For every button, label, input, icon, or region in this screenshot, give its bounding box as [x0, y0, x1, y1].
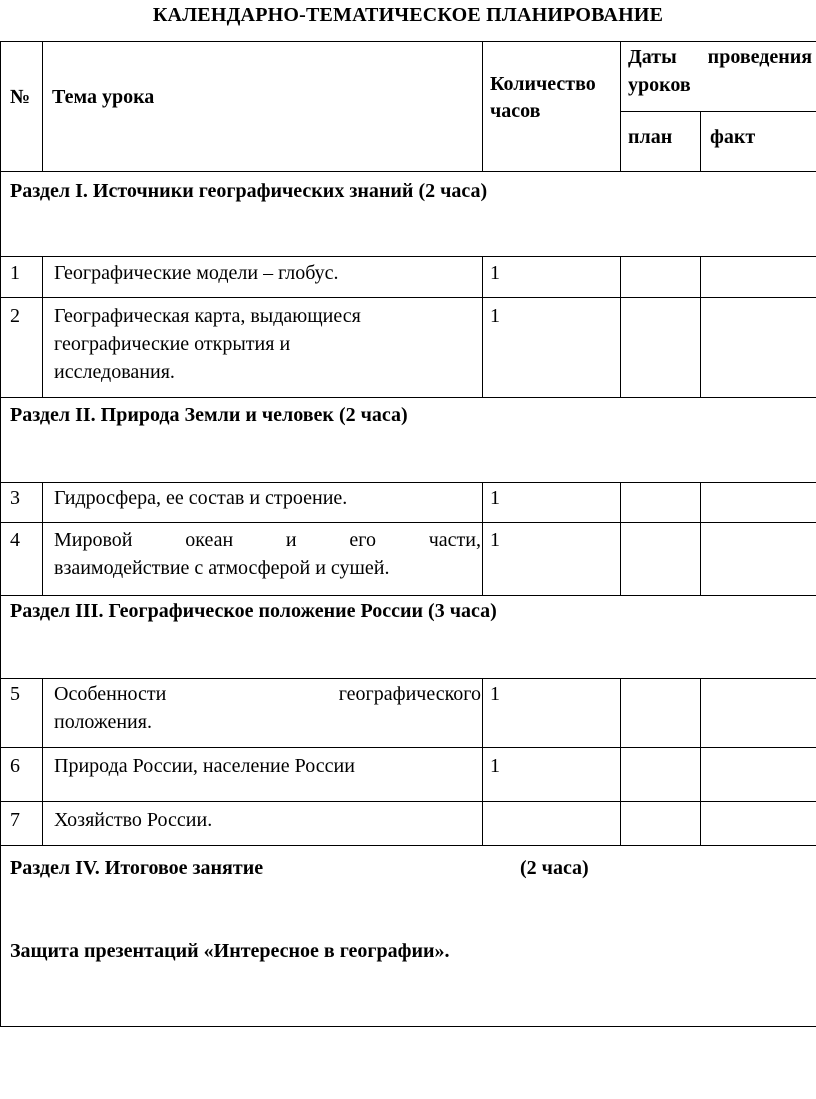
row-num: 1: [10, 262, 20, 284]
header-num: №: [10, 86, 31, 108]
row-line: [0, 297, 816, 298]
header-bottom-line: [0, 171, 816, 172]
col-line-plan: [700, 111, 701, 172]
row-hours: 1: [490, 529, 500, 551]
col-line-num: [42, 41, 43, 172]
section-title: Раздел I. Источники географических знаний (2 часа): [10, 180, 488, 202]
header-hours-line1: Количество: [490, 73, 596, 95]
col-line-topic: [482, 482, 483, 596]
row-topic: исследования.: [54, 361, 175, 383]
section-title: Раздел III. Географическое положение России (3 часа): [10, 600, 497, 622]
row-topic: Мировой океан и его части,: [54, 529, 481, 551]
row-num: 3: [10, 487, 20, 509]
row-line: [0, 522, 816, 523]
row-line: [0, 397, 816, 398]
row-line: [0, 801, 816, 802]
row-topic: взаимодействие с атмосферой и сушей.: [54, 557, 390, 579]
row-line: [0, 482, 816, 483]
col-line-plan: [700, 678, 701, 846]
col-line-num: [42, 678, 43, 846]
col-line-plan: [700, 482, 701, 596]
dates-subheader-line: [620, 111, 816, 112]
col-line-plan: [700, 256, 701, 398]
section-title: Раздел IV. Итоговое занятие: [10, 857, 264, 879]
row-topic: Географические модели – глобус.: [54, 262, 339, 284]
col-line-hours: [620, 41, 621, 172]
table-border-left: [0, 41, 1, 1027]
row-num: 2: [10, 305, 20, 327]
row-topic: Географическая карта, выдающиеся: [54, 305, 361, 327]
row-line: [0, 595, 816, 596]
row-topic: Гидросфера, ее состав и строение.: [54, 487, 348, 509]
header-fact: факт: [710, 126, 756, 148]
row-topic: географические открытия и: [54, 333, 291, 355]
row-line: [0, 747, 816, 748]
row-hours: 1: [490, 305, 500, 327]
section-hours: (2 часа): [520, 857, 589, 879]
col-line-topic: [482, 256, 483, 398]
row-line: [0, 678, 816, 679]
col-line-hours: [620, 678, 621, 846]
col-line-hours: [620, 482, 621, 596]
header-topic: Тема урока: [52, 86, 155, 108]
page-title: КАЛЕНДАРНО-ТЕМАТИЧЕСКОЕ ПЛАНИРОВАНИЕ: [152, 4, 664, 26]
row-hours: 1: [490, 683, 500, 705]
section-title: Раздел II. Природа Земли и человек (2 часа): [10, 404, 408, 426]
header-hours-line2: часов: [490, 100, 541, 122]
table-border-top: [0, 41, 816, 42]
header-plan: план: [628, 126, 673, 148]
row-num: 7: [10, 809, 20, 831]
row-hours: 1: [490, 755, 500, 777]
table-border-bottom: [0, 1026, 816, 1027]
row-line: [0, 256, 816, 257]
row-line: [0, 845, 816, 846]
row-num: 4: [10, 529, 20, 551]
col-line-num: [42, 482, 43, 596]
row-topic: Природа России, население России: [54, 755, 355, 777]
section-note: Защита презентаций «Интересное в географии».: [10, 940, 450, 962]
row-topic: Особенности географического: [54, 683, 481, 705]
col-line-topic: [482, 41, 483, 172]
row-num: 5: [10, 683, 20, 705]
row-num: 6: [10, 755, 20, 777]
row-topic: Хозяйство России.: [54, 809, 213, 831]
col-line-topic: [482, 678, 483, 846]
row-hours: 1: [490, 262, 500, 284]
row-hours: 1: [490, 487, 500, 509]
header-dates-line2: уроков: [628, 74, 691, 96]
col-line-hours: [620, 256, 621, 398]
row-topic: положения.: [54, 711, 152, 733]
col-line-num: [42, 256, 43, 398]
header-dates-line1: Даты проведения: [628, 46, 813, 68]
